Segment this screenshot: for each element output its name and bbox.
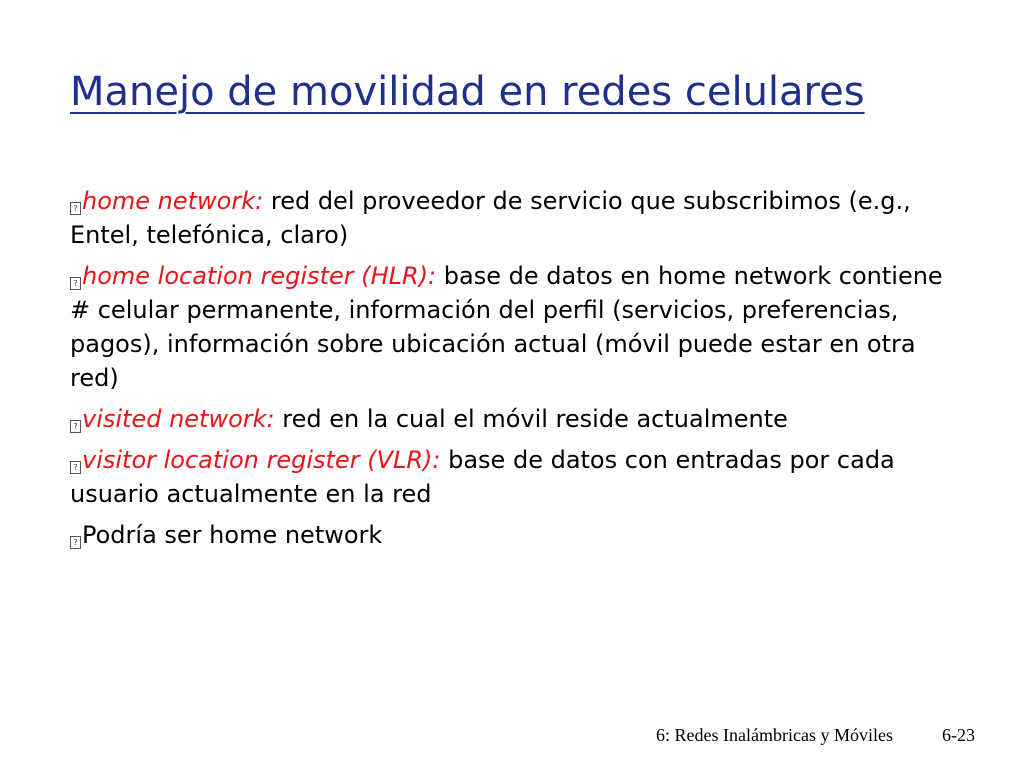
bullet-text: red del proveedor de servicio que subscribimos (e.g., Entel, telefónica, claro) — [70, 187, 911, 249]
bullet-list — [70, 184, 950, 559]
bullet-term: home location register (HLR): — [82, 262, 437, 290]
footer-section-title: 6: Redes Inalámbricas y Móviles — [656, 725, 893, 745]
bullet-marker-icon: ? — [70, 277, 81, 290]
bullet-marker-icon: ? — [70, 461, 81, 474]
bullet-item-vlr — [70, 443, 950, 511]
bullet-item-hlr — [70, 259, 950, 395]
bullet-term: visitor location register (VLR): — [82, 446, 441, 474]
bullet-text: base de datos en home network contiene # celular permanente, información del perfil (servicios, preferencias, pagos), información sobre ubicación actual (móvil puede estar en otra red) — [70, 262, 943, 392]
bullet-term: home network: — [82, 187, 264, 215]
bullet-marker-icon: ? — [70, 536, 81, 549]
bullet-text: Podría ser home network — [82, 521, 383, 549]
bullet-marker-icon: ? — [70, 202, 81, 215]
footer-page-number: 6-23 — [942, 725, 975, 745]
bullet-text: red en la cual el móvil reside actualmente — [274, 405, 788, 433]
bullet-item-visited-network — [70, 402, 950, 436]
bullet-item-home-network-note — [70, 518, 950, 552]
bullet-marker-icon: ? — [70, 420, 81, 433]
bullet-text: base de datos con entradas por cada usuario actualmente en la red — [70, 446, 895, 508]
slide-title: Manejo de movilidad en redes celulares — [70, 69, 865, 115]
bullet-item-home-network — [70, 184, 950, 252]
bullet-term: visited network: — [82, 405, 275, 433]
